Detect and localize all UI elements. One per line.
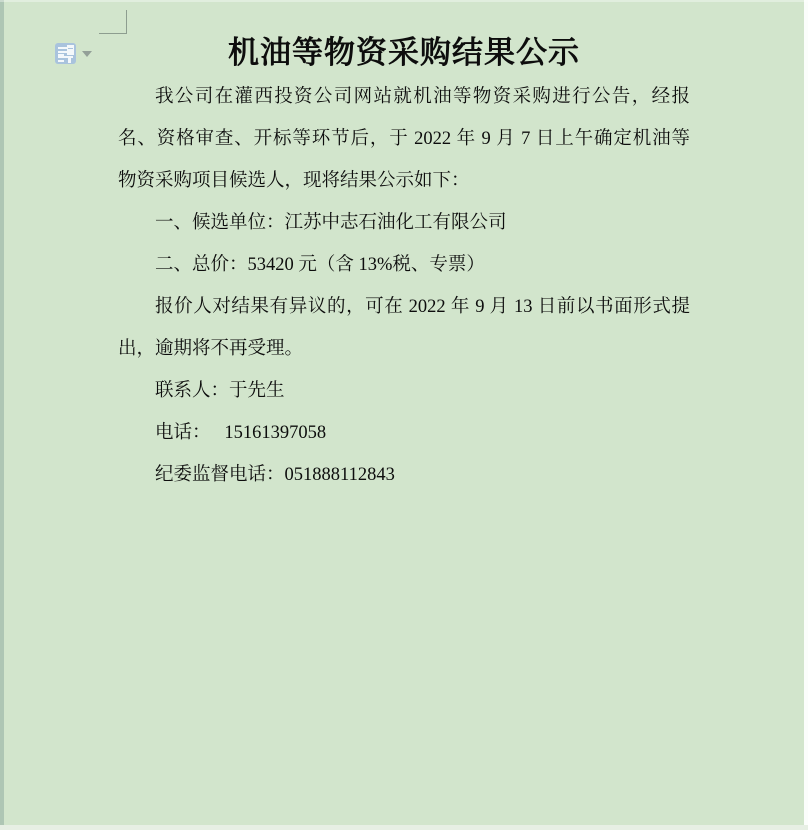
clipboard-paste-icon: [68, 48, 73, 49]
paste-options-button[interactable]: [55, 43, 76, 64]
left-edge-strip: [0, 0, 4, 830]
clipboard-paste-icon: [68, 58, 71, 63]
paragraph-line[interactable]: 一、候选单位：江苏中志石油化工有限公司: [155, 213, 507, 233]
document-text-area[interactable]: [118, 30, 690, 496]
paragraph-line[interactable]: 联系人：于先生: [155, 381, 285, 401]
paragraph-line[interactable]: 报价人对结果有异议的，可在 2022 年 9 月 13 日前以书面形式提: [155, 297, 690, 317]
paragraph-line[interactable]: 物资采购项目候选人，现将结果公示如下：: [118, 171, 470, 191]
clipboard-paste-icon: [67, 45, 74, 55]
clipboard-paste-icon: [58, 47, 67, 49]
paragraph-line[interactable]: 出，逾期将不再受理。: [118, 339, 304, 359]
top-edge-highlight: [0, 0, 808, 2]
paragraph-line[interactable]: 纪委监督电话：051888112843: [155, 465, 395, 485]
paragraph-line[interactable]: 电话： 15161397058: [155, 423, 327, 443]
paragraph-line[interactable]: 我公司在灌西投资公司网站就机油等物资采购进行公告，经报: [155, 87, 690, 107]
document-title[interactable]: 机油等物资采购结果公示: [228, 35, 580, 70]
chevron-down-icon[interactable]: [82, 51, 92, 57]
paragraph-line[interactable]: 名、资格审查、开标等环节后，于 2022 年 9 月 7 日上午确定机油等: [118, 129, 690, 149]
paragraph-line[interactable]: 二、总价：53420 元（含 13%税、专票）: [155, 255, 485, 275]
clipboard-paste-icon: [58, 60, 64, 62]
clipboard-paste-icon: [58, 51, 67, 53]
right-edge-strip: [804, 0, 808, 830]
bottom-edge-strip: [0, 825, 808, 830]
